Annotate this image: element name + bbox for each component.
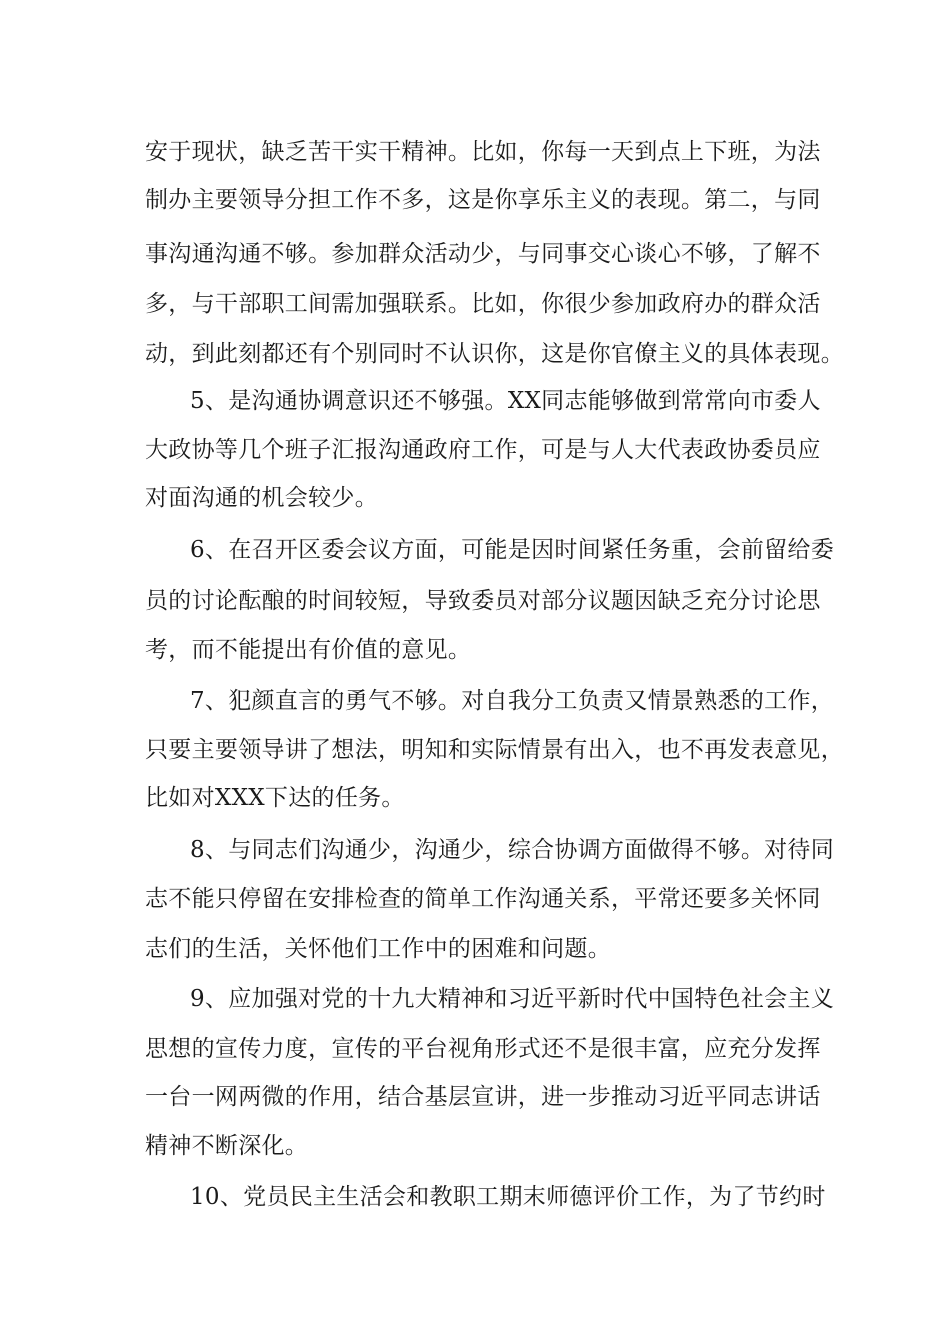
text-line: 思想的宣传力度，宣传的平台视角形式还不是很丰富，应充分发挥 (145, 1036, 821, 1062)
text-line: 考，而不能提出有价值的意见。 (145, 637, 472, 663)
text-line: 10、党员民主生活会和教职工期末师德评价工作，为了节约时 (190, 1184, 826, 1210)
text-line: 制办主要领导分担工作不多，这是你享乐主义的表现。第二，与同 (145, 187, 821, 213)
text-line: 大政协等几个班子汇报沟通政府工作，可是与人大代表政协委员应 (145, 437, 821, 463)
text-line: 志不能只停留在安排检查的简单工作沟通关系，平常还要多关怀同 (145, 886, 821, 912)
text-line: 7、犯颜直言的勇气不够。对自我分工负责又情景熟悉的工作， (190, 688, 835, 714)
text-line: 5、是沟通协调意识还不够强。XX同志能够做到常常向市委人 (190, 388, 821, 414)
text-line: 一台一网两微的作用，结合基层宣讲，进一步推动习近平同志讲话 (145, 1084, 821, 1110)
text-line: 志们的生活，关怀他们工作中的困难和问题。 (145, 936, 611, 962)
text-line: 只要主要领导讲了想法，明知和实际情景有出入，也不再发表意见， (145, 737, 844, 763)
text-line: 9、应加强对党的十九大精神和习近平新时代中国特色社会主义 (190, 986, 835, 1012)
text-line: 精神不断深化。 (145, 1133, 309, 1159)
text-line: 员的讨论酝酿的时间较短，导致委员对部分议题因缺乏充分讨论思 (145, 588, 821, 614)
text-line: 多，与干部职工间需加强联系。比如，你很少参加政府办的群众活 (145, 291, 821, 317)
text-line: 对面沟通的机会较少。 (145, 485, 378, 511)
text-line: 比如对XXX下达的任务。 (145, 785, 405, 811)
text-line: 事沟通沟通不够。参加群众活动少，与同事交心谈心不够，了解不 (145, 241, 821, 267)
text-line: 安于现状，缺乏苦干实干精神。比如，你每一天到点上下班，为法 (145, 139, 821, 165)
text-line: 动，到此刻都还有个别同时不认识你，这是你官僚主义的具体表现。 (145, 341, 844, 367)
text-line: 8、与同志们沟通少，沟通少，综合协调方面做得不够。对待同 (190, 837, 835, 863)
text-line: 6、在召开区委会议方面，可能是因时间紧任务重，会前留给委 (190, 537, 835, 563)
